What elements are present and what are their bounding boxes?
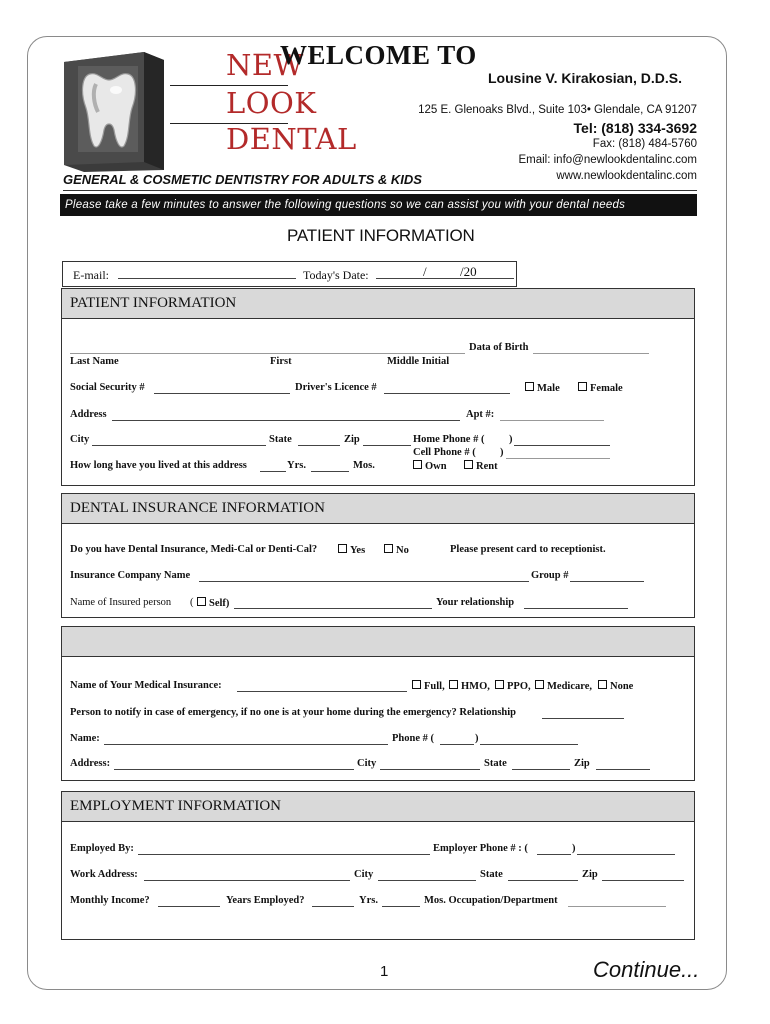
years-employed-label: Years Employed? [226,895,305,906]
employment-information-section [61,791,695,940]
months-at-address-field[interactable] [311,471,349,472]
emergency-city-field[interactable] [380,769,480,770]
logo-word-new: NEW [226,48,304,82]
months-employed-field[interactable] [382,906,420,907]
insured-person-field[interactable] [234,608,432,609]
own-label: Own [425,461,447,472]
emergency-name-field[interactable] [104,744,388,745]
none-option[interactable] [598,680,633,692]
emergency-city-label: City [357,758,377,769]
work-city-field[interactable] [378,880,476,881]
cell-phone-label: Cell Phone # ( [413,447,476,458]
no-option[interactable] [384,544,409,556]
medical-insurance-label: Name of Your Medical Insurance: [70,680,222,691]
insurance-company-field[interactable] [199,581,529,582]
how-long-label: How long have you lived at this address [70,460,247,471]
female-label: Female [590,383,623,394]
office-email: Email: info@newlookdentalinc.com [518,154,697,166]
employer-phone-field[interactable] [577,854,675,855]
work-state-label: State [480,869,503,880]
hmo-option[interactable] [449,680,490,692]
work-zip-field[interactable] [602,880,684,881]
emergency-relationship-field[interactable] [542,718,624,719]
address-field[interactable] [112,420,460,421]
tooth-logo-icon [60,50,170,175]
male-label: Male [537,383,560,394]
drivers-licence-field[interactable] [384,393,510,394]
employer-phone-label: Employer Phone # : ( [433,843,528,854]
years-employed-field[interactable] [312,906,354,907]
email-date-box [62,261,517,287]
self-checkbox[interactable] [197,597,206,606]
specialty-tagline: GENERAL & COSMETIC DENTISTRY FOR ADULTS & KIDS [63,172,422,187]
apt-label: Apt #: [466,409,495,420]
emergency-address-field[interactable] [114,769,354,770]
own-checkbox[interactable] [413,460,422,469]
ppo-option[interactable] [495,680,531,692]
date-year: /20 [460,264,477,279]
insured-person-label: Name of Insured person [70,597,172,608]
full-option[interactable] [412,680,445,692]
monthly-income-field[interactable] [158,906,220,907]
state-label: State [269,434,292,445]
group-label: Group # [531,570,569,581]
cell-phone-field[interactable] [506,458,610,459]
continue-label: Continue... [593,957,700,982]
header-divider [63,190,697,191]
medical-insurance-field[interactable] [237,691,407,692]
drivers-licence-label: Driver's Licence # [295,382,377,393]
full-label: Full, [424,681,445,692]
date-of-birth-label: Data of Birth [469,342,529,353]
work-address-label: Work Address: [70,869,138,880]
work-state-field[interactable] [508,880,578,881]
doctor-name: Lousine V. Kirakosian, D.D.S. [488,70,682,86]
ssn-field[interactable] [154,393,290,394]
rent-label: Rent [476,461,498,472]
self-open-paren: ( [190,597,194,608]
yrs-label: Yrs. [359,895,378,906]
apt-field[interactable] [500,420,604,421]
yes-checkbox[interactable] [338,544,347,553]
employer-area-code-field[interactable] [537,854,571,855]
work-zip-label: Zip [582,869,598,880]
emergency-zip-label: Zip [574,758,590,769]
relationship-label: Your relationship [436,597,515,608]
hmo-label: HMO, [461,681,490,692]
yes-option[interactable] [338,544,365,556]
todays-date-field[interactable] [376,278,514,279]
full-name-field[interactable] [70,353,465,354]
rent-checkbox[interactable] [464,460,473,469]
medicare-checkbox[interactable] [535,680,544,689]
mos-label: Mos. [353,460,375,471]
email-label: E-mail: [73,268,109,282]
last-name-label: Last Name [70,356,119,367]
emergency-address-label: Address: [70,758,111,769]
office-website: www.newlookdentalinc.com [556,170,697,182]
rent-option[interactable] [464,460,498,472]
office-address: 125 E. Glenoaks Blvd., Suite 103• Glendale, CA 91207 [418,104,697,116]
emergency-state-field[interactable] [512,769,570,770]
state-field[interactable] [298,445,340,446]
emergency-zip-field[interactable] [596,769,650,770]
ssn-label: Social Security # [70,382,145,393]
present-card-note: Please present card to receptionist. [450,544,606,555]
welcome-heading: WELCOME TO [280,40,477,70]
emergency-name-label: Name: [70,733,100,744]
female-option[interactable] [578,382,623,394]
todays-date-label: Today's Date: [303,268,369,282]
no-checkbox[interactable] [384,544,393,553]
no-label: No [396,545,409,556]
relationship-field[interactable] [524,608,628,609]
hmo-checkbox[interactable] [449,680,458,689]
employed-by-field[interactable] [138,854,430,855]
occupation-label: Mos. Occupation/Department [424,895,558,906]
logo-word-look: LOOK [226,86,317,120]
work-address-field[interactable] [144,880,350,881]
form-title: PATIENT INFORMATION [287,226,475,245]
section-heading: DENTAL INSURANCE INFORMATION [62,494,694,524]
section-heading: PATIENT INFORMATION [62,289,694,319]
address-label: Address [70,409,107,420]
ppo-checkbox[interactable] [495,680,504,689]
female-checkbox[interactable] [578,382,587,391]
full-checkbox[interactable] [412,680,421,689]
own-option[interactable] [413,460,447,472]
yrs-label: Yrs. [287,460,306,471]
section-heading [62,627,694,657]
medicare-option[interactable] [535,680,592,692]
group-number-field[interactable] [570,581,644,582]
home-phone-close: ) [509,434,513,445]
date-of-birth-field[interactable] [533,353,649,354]
monthly-income-label: Monthly Income? [70,895,150,906]
years-at-address-field[interactable] [260,471,286,472]
new-look-dental-logo [60,48,357,175]
medicare-label: Medicare, [547,681,592,692]
medical-insurance-section [61,626,695,781]
home-phone-label: Home Phone # ( [413,434,485,445]
home-phone-field[interactable] [514,445,610,446]
section-heading: EMPLOYMENT INFORMATION [62,792,694,822]
office-phone: Tel: (818) 334-3692 [573,120,697,136]
email-field[interactable] [118,278,296,279]
male-option[interactable] [525,382,560,394]
none-checkbox[interactable] [598,680,607,689]
zip-label: Zip [344,434,360,445]
employed-by-label: Employed By: [70,843,134,854]
instructions-banner: Please take a few minutes to answer the following questions so we can assist you with your dental needs [60,194,697,216]
yes-label: Yes [350,545,366,556]
patient-information-section [61,288,695,486]
emergency-phone-field[interactable] [480,744,578,745]
employer-phone-close: ) [572,843,576,854]
dental-insurance-section [61,493,695,618]
emergency-area-code-field[interactable] [440,744,474,745]
logo-word-dental: DENTAL [226,122,357,156]
emergency-contact-label: Person to notify in case of emergency, if no one is at your home during the emergency? Relationship [70,707,517,718]
none-label: None [610,681,634,692]
page-number: 1 [380,963,389,980]
office-fax: Fax: (818) 484-5760 [592,138,697,150]
occupation-field[interactable] [568,906,666,907]
dental-insurance-question: Do you have Dental Insurance, Medi-Cal or Denti-Cal? [70,544,318,555]
emergency-phone-close: ) [475,733,479,744]
middle-initial-label: Middle Initial [387,356,450,367]
city-field[interactable] [92,445,266,446]
self-label: Self) [209,598,230,609]
self-option[interactable] [197,597,229,609]
insurance-company-label: Insurance Company Name [70,570,191,581]
male-checkbox[interactable] [525,382,534,391]
city-label: City [70,434,90,445]
ppo-label: PPO, [507,681,531,692]
cell-phone-close: ) [500,447,504,458]
zip-field[interactable] [363,445,411,446]
date-slash: / [423,264,427,279]
emergency-phone-label: Phone # ( [392,733,434,744]
work-city-label: City [354,869,374,880]
emergency-state-label: State [484,758,507,769]
first-name-label: First [270,356,292,367]
